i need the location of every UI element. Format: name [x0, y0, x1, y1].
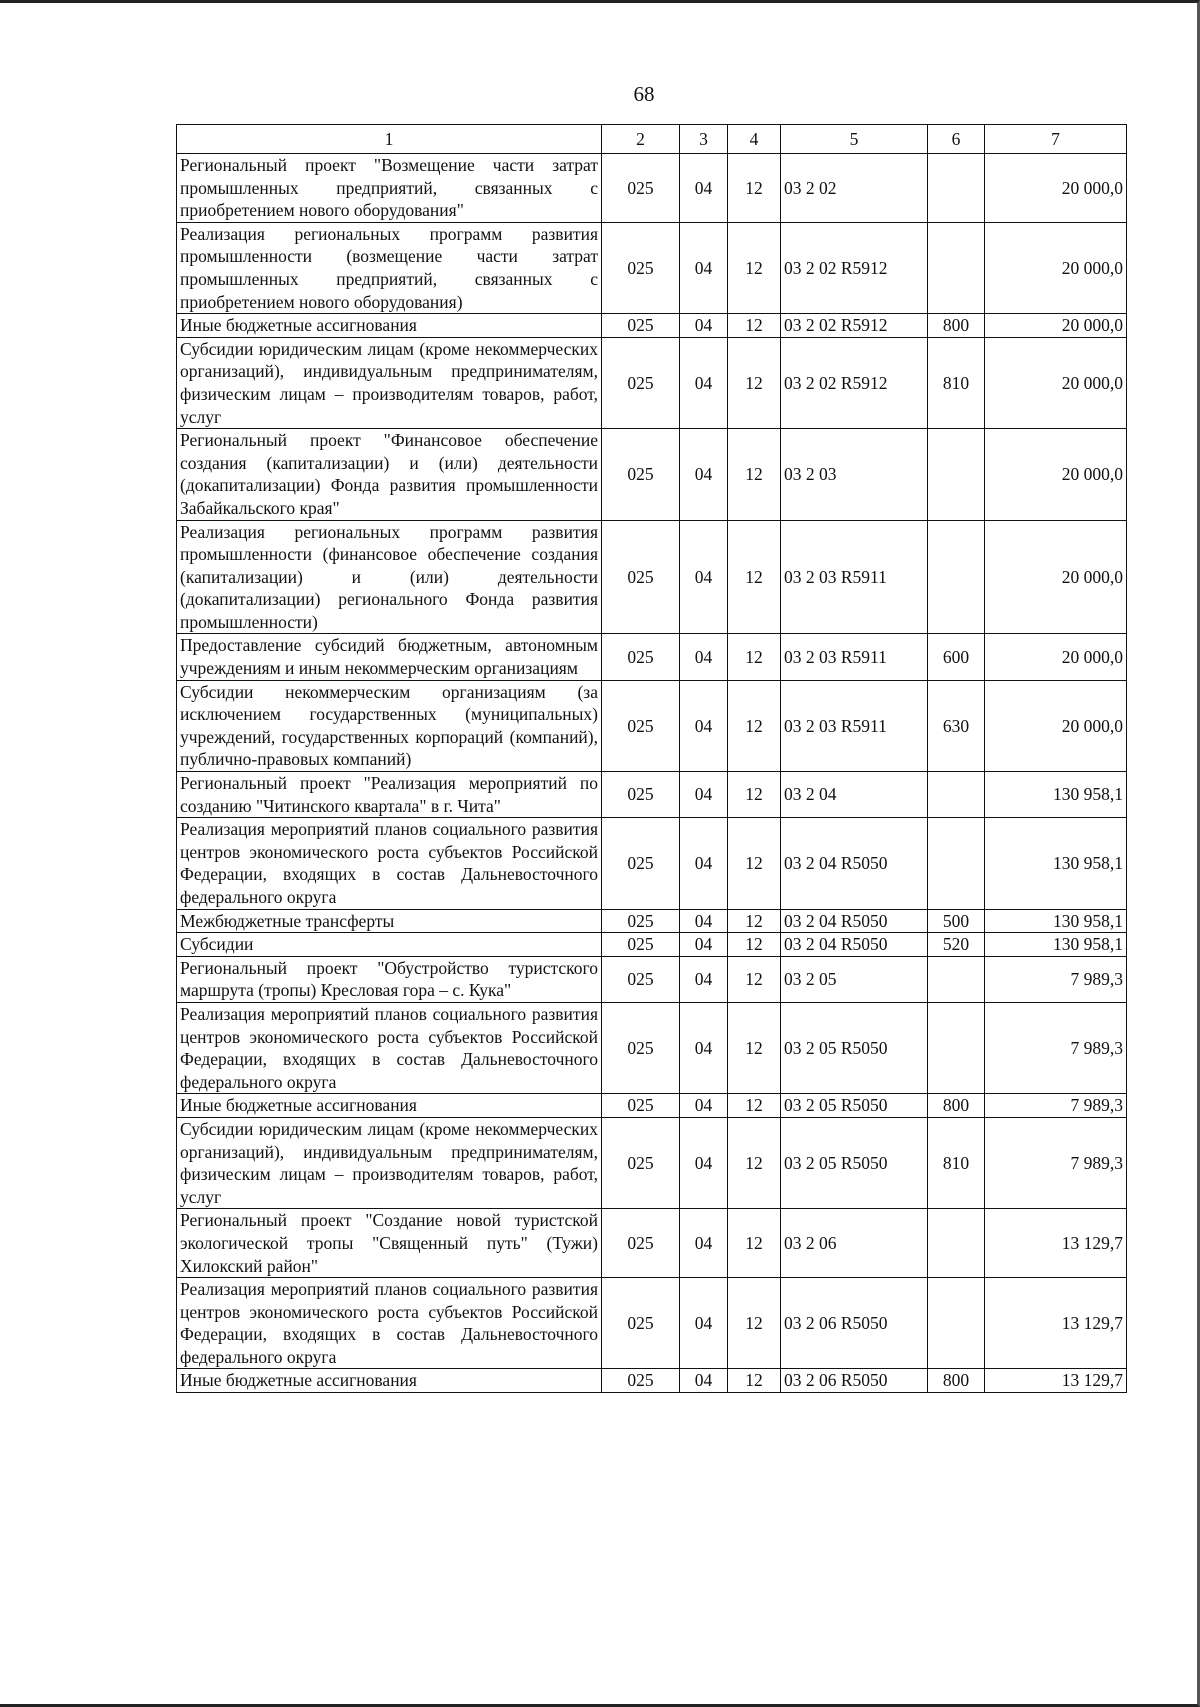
row-target-code: 03 2 06 R5050 — [781, 1369, 928, 1393]
row-name: Региональный проект "Обустройство туристского маршрута (тропы) Кресловая гора – с. Кука" — [177, 956, 602, 1002]
row-amount: 7 989,3 — [985, 1094, 1127, 1118]
row-subsection-code: 12 — [728, 154, 781, 223]
table-row — [177, 222, 1127, 313]
row-target-code: 03 2 03 — [781, 429, 928, 520]
table-row — [177, 1278, 1127, 1369]
row-ved-code: 025 — [602, 680, 680, 771]
row-subsection-code: 12 — [728, 1094, 781, 1118]
row-name: Реализация региональных программ развития промышленности (возмещение части затрат промышленных предприятий, связанных с приобретением нового оборудования) — [177, 222, 602, 313]
row-section-code: 04 — [680, 772, 728, 818]
row-expense-type: 810 — [928, 1117, 985, 1208]
table-row — [177, 520, 1127, 634]
table-row — [177, 154, 1127, 223]
row-target-code: 03 2 05 R5050 — [781, 1094, 928, 1118]
row-subsection-code: 12 — [728, 1369, 781, 1393]
row-target-code: 03 2 04 R5050 — [781, 818, 928, 909]
row-subsection-code: 12 — [728, 520, 781, 634]
row-target-code: 03 2 04 — [781, 772, 928, 818]
table-row — [177, 1117, 1127, 1208]
row-section-code: 04 — [680, 1094, 728, 1118]
row-ved-code: 025 — [602, 429, 680, 520]
row-target-code: 03 2 05 R5050 — [781, 1117, 928, 1208]
row-ved-code: 025 — [602, 772, 680, 818]
row-expense-type — [928, 429, 985, 520]
row-name: Субсидии юридическим лицам (кроме некоммерческих организаций), индивидуальным предпринимателям, физическим лицам – производителям товаров, работ, услуг — [177, 1117, 602, 1208]
header-col-2: 2 — [602, 125, 680, 154]
row-name: Иные бюджетные ассигнования — [177, 1094, 602, 1118]
row-name: Субсидии некоммерческим организациям (за исключением государственных (муниципальных) учреждений, государственных корпораций (компаний), публично-правовых компаний) — [177, 680, 602, 771]
row-ved-code: 025 — [602, 1117, 680, 1208]
table-row — [177, 1094, 1127, 1118]
row-subsection-code: 12 — [728, 909, 781, 933]
row-section-code: 04 — [680, 337, 728, 428]
row-amount: 13 129,7 — [985, 1278, 1127, 1369]
row-subsection-code: 12 — [728, 1278, 781, 1369]
table-row — [177, 1209, 1127, 1278]
table-row — [177, 337, 1127, 428]
row-section-code: 04 — [680, 520, 728, 634]
row-expense-type: 500 — [928, 909, 985, 933]
row-ved-code: 025 — [602, 337, 680, 428]
header-col-4: 4 — [728, 125, 781, 154]
row-ved-code: 025 — [602, 818, 680, 909]
row-expense-type: 520 — [928, 933, 985, 957]
row-subsection-code: 12 — [728, 222, 781, 313]
row-name: Региональный проект "Создание новой туристской экологической тропы "Священный путь" (Тужи) Хилокский район" — [177, 1209, 602, 1278]
row-section-code: 04 — [680, 933, 728, 957]
row-amount: 20 000,0 — [985, 154, 1127, 223]
row-expense-type — [928, 520, 985, 634]
row-amount: 20 000,0 — [985, 429, 1127, 520]
table-row — [177, 772, 1127, 818]
row-amount: 20 000,0 — [985, 680, 1127, 771]
row-section-code: 04 — [680, 1369, 728, 1393]
row-expense-type — [928, 1002, 985, 1093]
row-target-code: 03 2 06 — [781, 1209, 928, 1278]
row-expense-type: 800 — [928, 314, 985, 338]
table-row — [177, 634, 1127, 680]
row-name: Региональный проект "Финансовое обеспечение создания (капитализации) и (или) деятельности (докапитализации) Фонда развития промышленности Забайкальского края" — [177, 429, 602, 520]
header-col-5: 5 — [781, 125, 928, 154]
table-row — [177, 1002, 1127, 1093]
row-section-code: 04 — [680, 222, 728, 313]
row-ved-code: 025 — [602, 634, 680, 680]
row-ved-code: 025 — [602, 1094, 680, 1118]
row-name: Субсидии — [177, 933, 602, 957]
row-name: Субсидии юридическим лицам (кроме некоммерческих организаций), индивидуальным предпринимателям, физическим лицам – производителям товаров, работ, услуг — [177, 337, 602, 428]
row-expense-type: 630 — [928, 680, 985, 771]
row-name: Предоставление субсидий бюджетным, автономным учреждениям и иным некоммерческим организациям — [177, 634, 602, 680]
row-expense-type: 800 — [928, 1369, 985, 1393]
row-expense-type — [928, 956, 985, 1002]
header-col-1: 1 — [177, 125, 602, 154]
table-row — [177, 933, 1127, 957]
row-name: Реализация мероприятий планов социального развития центров экономического роста субъектов Российской Федерации, входящих в состав Дальневосточного федерального округа — [177, 1002, 602, 1093]
row-target-code: 03 2 05 — [781, 956, 928, 1002]
row-amount: 20 000,0 — [985, 634, 1127, 680]
header-col-6: 6 — [928, 125, 985, 154]
row-amount: 130 958,1 — [985, 909, 1127, 933]
row-amount: 20 000,0 — [985, 520, 1127, 634]
row-name: Региональный проект "Возмещение части затрат промышленных предприятий, связанных с приобретением нового оборудования" — [177, 154, 602, 223]
budget-table — [176, 124, 1127, 1393]
row-amount: 130 958,1 — [985, 772, 1127, 818]
table-row — [177, 680, 1127, 771]
row-target-code: 03 2 02 R5912 — [781, 314, 928, 338]
row-name: Иные бюджетные ассигнования — [177, 314, 602, 338]
table-row — [177, 818, 1127, 909]
page-number: 68 — [633, 82, 655, 106]
table-row — [177, 909, 1127, 933]
row-subsection-code: 12 — [728, 1002, 781, 1093]
row-ved-code: 025 — [602, 956, 680, 1002]
row-amount: 13 129,7 — [985, 1369, 1127, 1393]
row-ved-code: 025 — [602, 1369, 680, 1393]
row-ved-code: 025 — [602, 933, 680, 957]
header-row — [177, 125, 1127, 154]
header-col-3: 3 — [680, 125, 728, 154]
table-row — [177, 314, 1127, 338]
row-name: Региональный проект "Реализация мероприятий по созданию "Читинского квартала" в г. Чита" — [177, 772, 602, 818]
row-name: Реализация мероприятий планов социального развития центров экономического роста субъектов Российской Федерации, входящих в состав Дальневосточного федерального округа — [177, 818, 602, 909]
row-expense-type — [928, 154, 985, 223]
row-target-code: 03 2 02 R5912 — [781, 222, 928, 313]
row-ved-code: 025 — [602, 1209, 680, 1278]
row-expense-type: 800 — [928, 1094, 985, 1118]
row-subsection-code: 12 — [728, 1117, 781, 1208]
row-section-code: 04 — [680, 314, 728, 338]
row-target-code: 03 2 02 — [781, 154, 928, 223]
row-ved-code: 025 — [602, 1278, 680, 1369]
row-target-code: 03 2 04 R5050 — [781, 909, 928, 933]
row-ved-code: 025 — [602, 520, 680, 634]
row-section-code: 04 — [680, 956, 728, 1002]
row-name: Реализация мероприятий планов социального развития центров экономического роста субъектов Российской Федерации, входящих в состав Дальневосточного федерального округа — [177, 1278, 602, 1369]
row-name: Межбюджетные трансферты — [177, 909, 602, 933]
row-amount: 7 989,3 — [985, 1117, 1127, 1208]
table-row — [177, 1369, 1127, 1393]
row-section-code: 04 — [680, 154, 728, 223]
row-amount: 130 958,1 — [985, 818, 1127, 909]
row-expense-type — [928, 222, 985, 313]
row-expense-type: 810 — [928, 337, 985, 428]
row-section-code: 04 — [680, 1209, 728, 1278]
row-section-code: 04 — [680, 680, 728, 771]
row-section-code: 04 — [680, 818, 728, 909]
row-name: Реализация региональных программ развития промышленности (финансовое обеспечение создания (капитализации) и (или) деятельности (докапитализации) регионального Фонда развития промышленности) — [177, 520, 602, 634]
row-target-code: 03 2 06 R5050 — [781, 1278, 928, 1369]
row-expense-type — [928, 1209, 985, 1278]
row-section-code: 04 — [680, 909, 728, 933]
row-subsection-code: 12 — [728, 933, 781, 957]
row-amount: 7 989,3 — [985, 1002, 1127, 1093]
header-col-7: 7 — [985, 125, 1127, 154]
row-amount: 130 958,1 — [985, 933, 1127, 957]
row-ved-code: 025 — [602, 1002, 680, 1093]
row-target-code: 03 2 03 R5911 — [781, 520, 928, 634]
table-row — [177, 429, 1127, 520]
row-subsection-code: 12 — [728, 818, 781, 909]
row-subsection-code: 12 — [728, 956, 781, 1002]
row-ved-code: 025 — [602, 314, 680, 338]
row-ved-code: 025 — [602, 909, 680, 933]
row-subsection-code: 12 — [728, 337, 781, 428]
row-target-code: 03 2 03 R5911 — [781, 634, 928, 680]
row-section-code: 04 — [680, 429, 728, 520]
row-subsection-code: 12 — [728, 680, 781, 771]
row-amount: 20 000,0 — [985, 222, 1127, 313]
row-expense-type — [928, 772, 985, 818]
row-target-code: 03 2 05 R5050 — [781, 1002, 928, 1093]
row-expense-type — [928, 1278, 985, 1369]
row-amount: 13 129,7 — [985, 1209, 1127, 1278]
row-subsection-code: 12 — [728, 429, 781, 520]
row-amount: 20 000,0 — [985, 314, 1127, 338]
row-section-code: 04 — [680, 1278, 728, 1369]
row-section-code: 04 — [680, 1117, 728, 1208]
row-expense-type — [928, 818, 985, 909]
table-row — [177, 956, 1127, 1002]
row-ved-code: 025 — [602, 222, 680, 313]
row-subsection-code: 12 — [728, 634, 781, 680]
row-target-code: 03 2 03 R5911 — [781, 680, 928, 771]
row-section-code: 04 — [680, 1002, 728, 1093]
row-target-code: 03 2 02 R5912 — [781, 337, 928, 428]
row-amount: 20 000,0 — [985, 337, 1127, 428]
row-subsection-code: 12 — [728, 772, 781, 818]
row-ved-code: 025 — [602, 154, 680, 223]
row-expense-type: 600 — [928, 634, 985, 680]
row-target-code: 03 2 04 R5050 — [781, 933, 928, 957]
row-section-code: 04 — [680, 634, 728, 680]
row-name: Иные бюджетные ассигнования — [177, 1369, 602, 1393]
table-body — [177, 154, 1127, 1393]
row-amount: 7 989,3 — [985, 956, 1127, 1002]
row-subsection-code: 12 — [728, 1209, 781, 1278]
row-subsection-code: 12 — [728, 314, 781, 338]
